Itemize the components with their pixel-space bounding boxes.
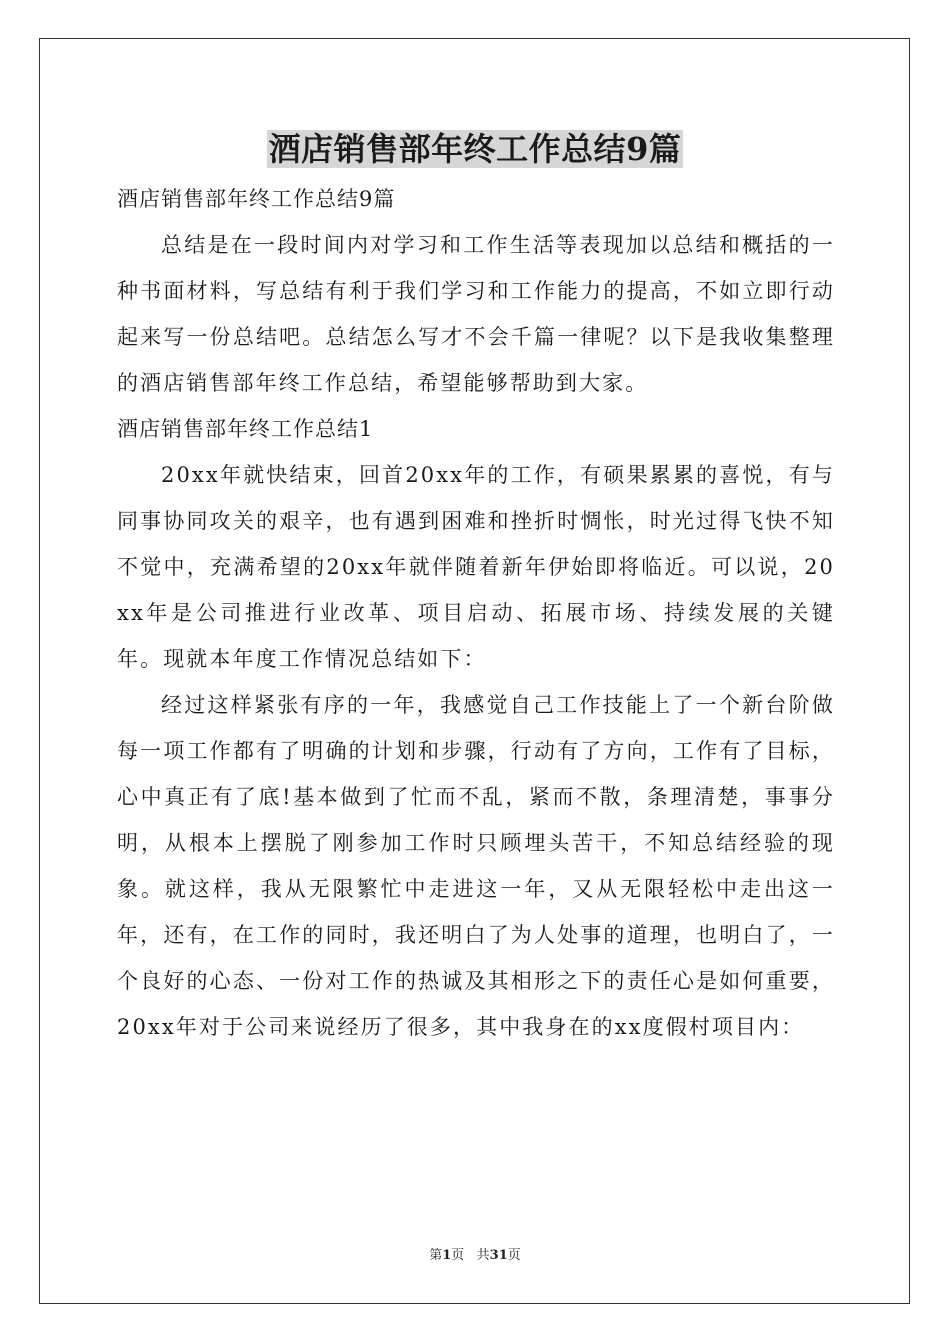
body-paragraph-2: 经过这样紧张有序的一年，我感觉自己工作技能上了一个新台阶做每一项工作都有了明确的计划和步骤，行动有了方向，工作有了目标，心中真正有了底!基本做到了忙而不乱，紧而不散，条理清楚，事事分明，从根本上摆脱了刚参加工作时只顾埋头苦干，不知总结经验的现象。就这样，我从无限繁忙中走进这一年，又从无限轻松中走出这一年，还有，在工作的同时，我还明白了为人处事的道理，也明白了，一个良好的心态、一份对工作的热诚及其相形之下的责任心是如何重要，20xx年对于公司来说经历了很多，其中我身在的xx度假村项目内： <box>117 693 835 1039</box>
document-title-text: 酒店销售部年终工作总结9篇 <box>268 130 682 168</box>
footer-middle: 页 共 <box>451 1248 490 1263</box>
document-subtitle: 酒店销售部年终工作总结9篇 <box>117 187 396 211</box>
total-page-count: 31 <box>489 1248 508 1263</box>
footer-prefix: 第 <box>429 1248 443 1263</box>
document-body <box>117 176 835 1050</box>
current-page-number: 1 <box>442 1248 452 1263</box>
page-footer <box>0 1246 950 1266</box>
footer-suffix: 页 <box>507 1248 521 1263</box>
section-heading: 酒店销售部年终工作总结1 <box>117 417 374 441</box>
intro-paragraph: 总结是在一段时间内对学习和工作生活等表现加以总结和概括的一种书面材料，写总结有利于我们学习和工作能力的提高，不如立即行动起来写一份总结吧。总结怎么写才不会千篇一律呢？以下是我收集整理的酒店销售部年终工作总结，希望能够帮助到大家。 <box>117 233 835 395</box>
body-paragraph-1: 20xx年就快结束，回首20xx年的工作，有硕果累累的喜悦，有与同事协同攻关的艰辛，也有遇到困难和挫折时惆怅，时光过得飞快不知不觉中，充满希望的20xx年就伴随着新年伊始即将临近。可以说，20xx年是公司推进行业改革、项目启动、拓展市场、持续发展的关键年。现就本年度工作情况总结如下： <box>117 463 835 671</box>
document-title <box>0 126 950 172</box>
